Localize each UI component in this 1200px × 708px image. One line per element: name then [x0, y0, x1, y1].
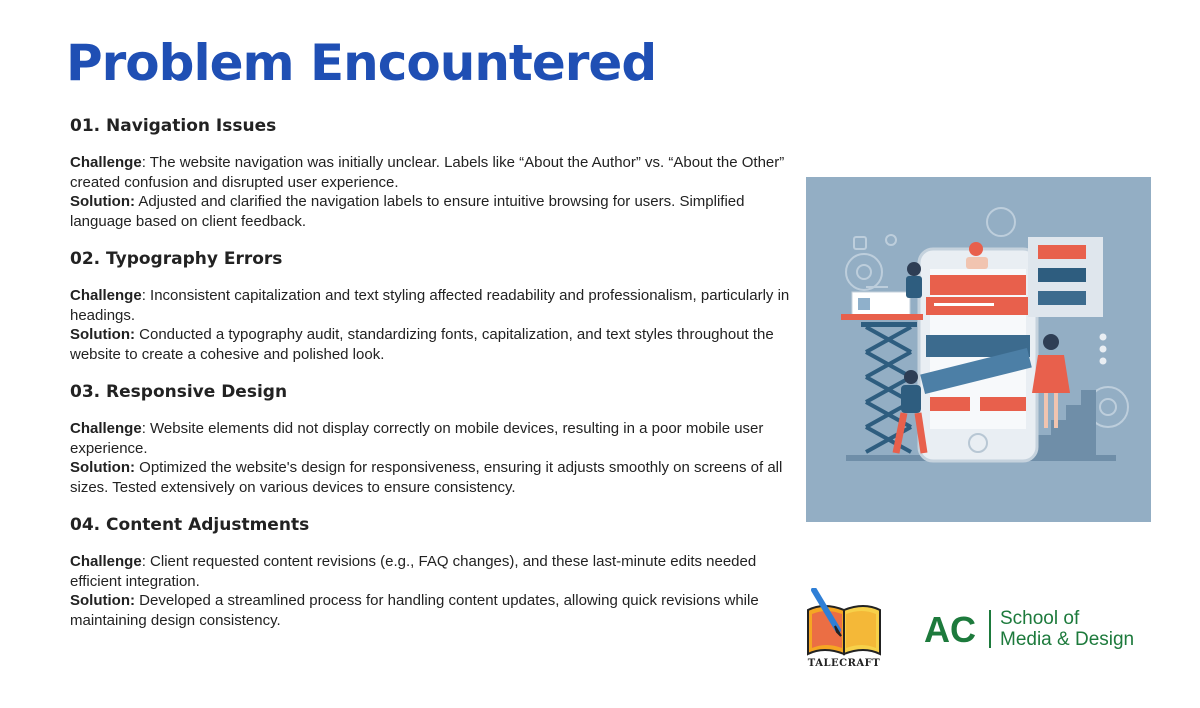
challenge-label: Challenge	[70, 154, 142, 171]
challenge-label: Challenge	[70, 287, 142, 304]
solution-label: Solution:	[70, 326, 135, 343]
talecraft-wordmark: TALECRAFT	[807, 658, 881, 669]
challenge-label: Challenge	[70, 420, 142, 437]
solution-body: Optimized the website's design for responsiveness, ensuring it adjusts smoothly on screens of all sizes. Tested extensively on various devices to ensure consistency.	[70, 459, 783, 496]
section-heading: 04. Content Adjustments	[70, 515, 310, 535]
problem-list	[70, 116, 790, 648]
problem-section-navigation	[70, 116, 790, 231]
page-title: Problem Encountered	[66, 34, 657, 92]
solution-body: Developed a streamlined process for handling content updates, allowing quick revisions while maintaining design consistency.	[70, 592, 759, 629]
challenge-body: : The website navigation was initially unclear. Labels like “About the Author” vs. “About the Other” created confusion and disrupted user experience.	[70, 154, 785, 191]
school-name	[1000, 608, 1134, 650]
problem-section-typography	[70, 249, 790, 364]
mobile-design-illustration	[806, 177, 1151, 522]
solution-body: Conducted a typography audit, standardizing fonts, capitalization, and text styles throughout the website to create a cohesive and polished look.	[70, 326, 774, 363]
challenge-text	[70, 419, 790, 497]
school-logo	[924, 606, 1164, 652]
problem-section-responsive	[70, 382, 790, 497]
challenge-text	[70, 153, 790, 231]
challenge-label: Challenge	[70, 553, 142, 570]
challenge-text	[70, 286, 790, 364]
solution-label: Solution:	[70, 592, 135, 609]
problem-section-content	[70, 515, 790, 630]
challenge-text	[70, 552, 790, 630]
school-name-line1: School of	[1000, 608, 1080, 629]
book-pen-icon	[804, 588, 884, 658]
section-heading: 03. Responsive Design	[70, 382, 288, 402]
challenge-body: : Inconsistent capitalization and text styling affected readability and professionalism, particularly in headings.	[70, 287, 790, 324]
ac-mark-icon	[924, 606, 994, 652]
school-name-line2: Media & Design	[1000, 629, 1135, 650]
section-heading: 01. Navigation Issues	[70, 116, 277, 136]
talecraft-logo	[804, 588, 884, 672]
solution-label: Solution:	[70, 459, 135, 476]
section-heading: 02. Typography Errors	[70, 249, 283, 269]
challenge-body: : Client requested content revisions (e.g., FAQ changes), and these last-minute edits needed efficient integration.	[70, 553, 757, 590]
illustration-graphic	[806, 177, 1151, 522]
solution-body: Adjusted and clarified the navigation labels to ensure intuitive browsing for users. Simplified language based on client feedback.	[70, 193, 745, 230]
ac-mark: AC	[924, 609, 976, 650]
solution-label: Solution:	[70, 193, 135, 210]
challenge-body: : Website elements did not display correctly on mobile devices, resulting in a poor mobile user experience.	[70, 420, 764, 457]
